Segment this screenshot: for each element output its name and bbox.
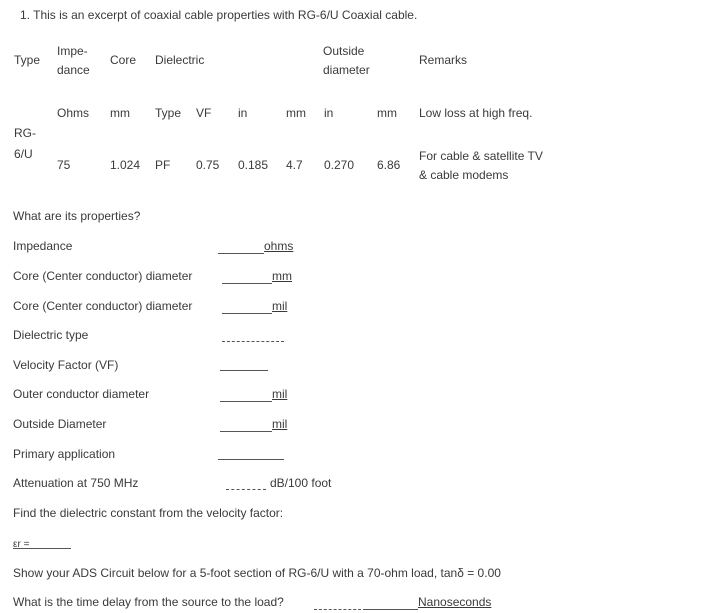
unit-outside-diameter-answer: mil <box>272 417 288 431</box>
label-dielectric-type: Dielectric type <box>13 328 89 342</box>
unit-mm-3: mm <box>377 106 397 120</box>
header-type: Type <box>14 53 41 67</box>
value-in-2: 0.270 <box>324 158 355 172</box>
unit-mm-2: mm <box>286 106 306 120</box>
answer-blank-application[interactable] <box>218 459 284 460</box>
unit-in-2: in <box>324 106 334 120</box>
answer-blank-impedance[interactable] <box>218 253 264 254</box>
header-dielectric: Dielectric <box>155 53 205 67</box>
unit-delay: Nanoseconds <box>418 595 492 609</box>
label-core-mil: Core (Center conductor) diameter <box>13 299 193 313</box>
label-primary-application: Primary application <box>13 447 116 461</box>
value-type: PF <box>155 158 171 172</box>
unit-ohms: Ohms <box>57 106 90 120</box>
answer-blank-delay-dashed[interactable] <box>314 609 366 610</box>
question-heading: 1. This is an excerpt of coaxial cable properties with RG-6/U Coaxial cable. <box>20 8 418 22</box>
questions-intro: What are its properties? <box>13 209 141 223</box>
label-outer-conductor: Outer conductor diameter <box>13 387 150 401</box>
label-time-delay: What is the time delay from the source to the load? <box>13 595 284 609</box>
unit-type: Type <box>155 106 182 120</box>
value-in-1: 0.185 <box>238 158 269 172</box>
answer-blank-core-mil[interactable] <box>222 313 272 314</box>
label-outside-diameter: Outside Diameter <box>13 417 107 431</box>
value-vf: 0.75 <box>196 158 220 172</box>
unit-attenuation: dB/100 foot <box>270 476 332 490</box>
value-impedance: 75 <box>57 158 71 172</box>
value-mm-3: 6.86 <box>377 158 401 172</box>
answer-blank-delay-solid[interactable] <box>366 609 418 610</box>
unit-outer-answer: mil <box>272 387 288 401</box>
value-remark-2: & cable modems <box>419 168 509 182</box>
header-remarks: Remarks <box>419 53 468 67</box>
label-core-mm: Core (Center conductor) diameter <box>13 269 193 283</box>
answer-blank-core-mm[interactable] <box>222 283 272 284</box>
header-impedance-1: Impe- <box>57 44 88 58</box>
unit-remark: Low loss at high freq. <box>419 106 533 120</box>
answer-blank-vf[interactable] <box>220 370 268 371</box>
row-type-2: 6/U <box>14 147 33 161</box>
header-outside-diameter-1: Outside <box>323 44 365 58</box>
answer-blank-epsilon[interactable] <box>13 548 71 549</box>
unit-in-1: in <box>238 106 248 120</box>
unit-impedance: ohms <box>264 239 294 253</box>
unit-vf: VF <box>196 106 212 120</box>
answer-blank-dielectric[interactable] <box>222 341 284 342</box>
unit-core-mm-answer: mm <box>272 269 292 283</box>
value-mm-2: 4.7 <box>286 158 303 172</box>
answer-blank-attenuation[interactable] <box>226 489 266 490</box>
label-attenuation: Attenuation at 750 MHz <box>13 476 139 490</box>
answer-blank-outside-diameter[interactable] <box>220 431 272 432</box>
label-impedance: Impedance <box>13 239 73 253</box>
label-ads-circuit: Show your ADS Circuit below for a 5-foot section of RG-6/U with a 70-ohm load, tanδ = 0.00 <box>13 566 501 580</box>
header-core: Core <box>110 53 137 67</box>
answer-blank-outer[interactable] <box>220 401 272 402</box>
value-remark-1: For cable & satellite TV <box>419 149 543 163</box>
unit-core-mm: mm <box>110 106 130 120</box>
label-epsilon: εr = <box>13 539 30 550</box>
header-outside-diameter-2: diameter <box>323 63 370 77</box>
value-core: 1.024 <box>110 158 141 172</box>
row-type-1: RG- <box>14 126 36 140</box>
header-impedance-2: dance <box>57 63 90 77</box>
label-find-dielectric: Find the dielectric constant from the velocity factor: <box>13 506 284 520</box>
label-velocity-factor: Velocity Factor (VF) <box>13 358 119 372</box>
unit-core-mil-answer: mil <box>272 299 288 313</box>
